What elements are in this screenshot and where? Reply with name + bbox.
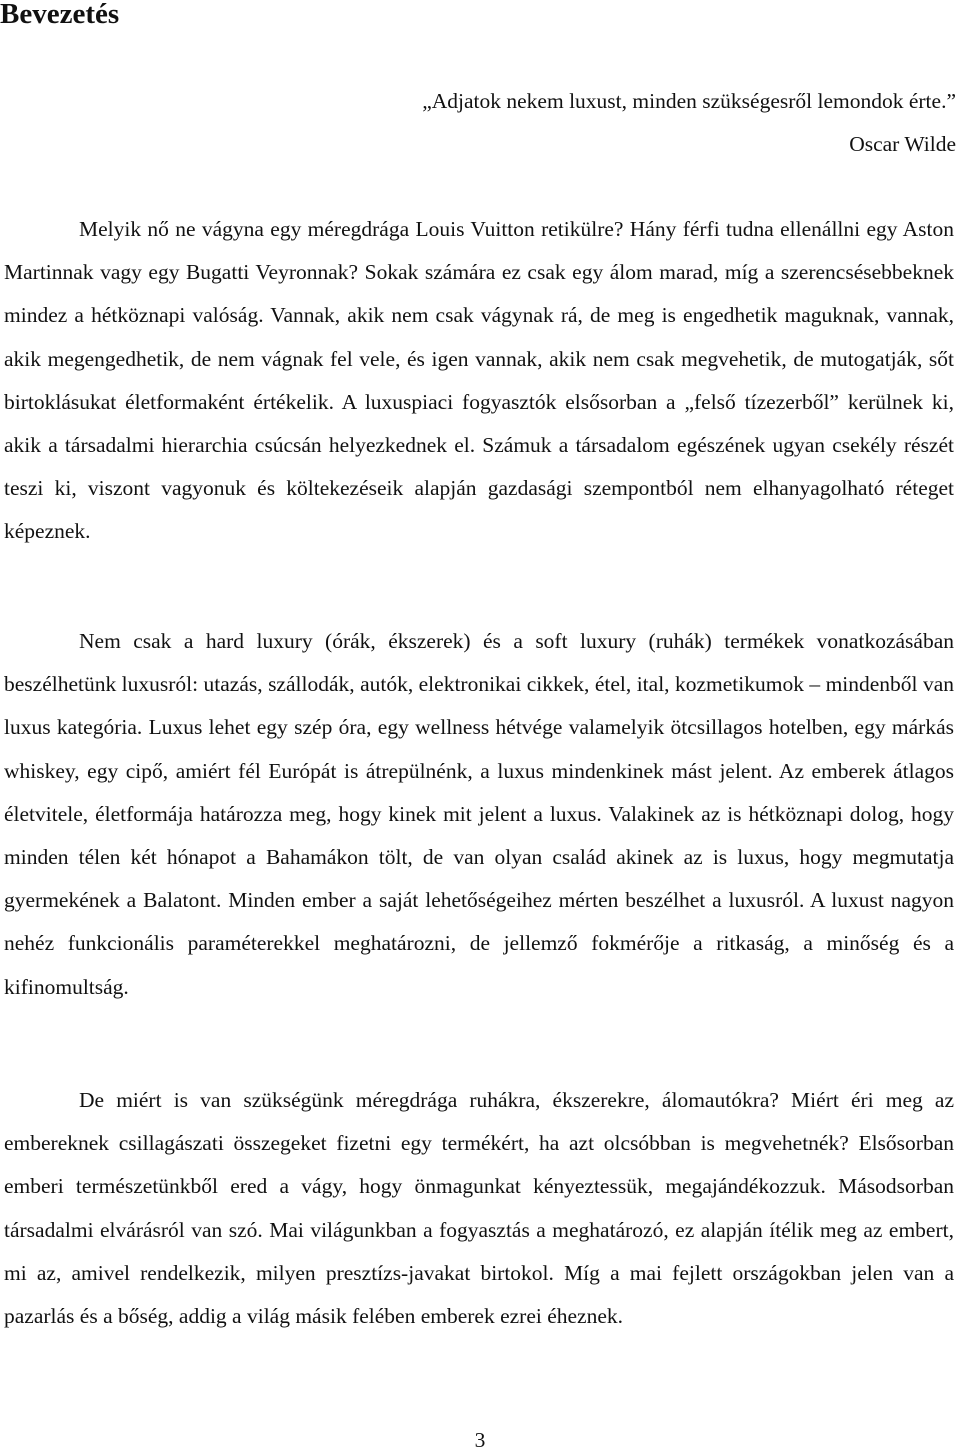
epigraph-author: Oscar Wilde — [849, 132, 956, 156]
page-title: Bevezetés — [0, 0, 120, 30]
page-number: 3 — [474, 1428, 486, 1452]
paragraph-3: De miért is van szükségünk méregdrága ruhákra, ékszerekre, álomautókra? Miért éri meg az embereknek csillagászati összegeket fizetni egy termékért, ha azt olcsóbban is megvehetnék? Elsősorban emberi természetünkből ered a vágy, hogy önmagunkat kényeztessük, megajándékozzuk. Másodsorban társadalmi elvárásról van szó. Mai világunkban a fogyasztás a meghatározó, ez alapján ítélik meg az embert, mi az, amivel rendelkezik, milyen presztízs-javakat birtokol. Míg a mai fejlett országokban jelen van a pazarlás és a bőség, addig a világ másik felében emberek ezrei éheznek. — [4, 1088, 954, 1329]
paragraph-1: Melyik nő ne vágyna egy méregdrága Louis Vuitton retikülre? Hány férfi tudna ellenállni egy Aston Martinnak vagy egy Bugatti Veyronnak? Sokak számára ez csak egy álom marad, míg a szerencsésebbeknek mindez a hétköznapi valóság. Vannak, akik nem csak vágynak rá, de meg is engedhetik maguknak, vannak, akik megengedhetik, de nem vágnak fel vele, és igen vannak, akik nem csak megvehetik, de mutogatják, sőt birtoklásukat életformaként értékelik. A luxuspiaci fogyasztók elsősorban a „felső tízezerből” kerülnek ki, akik a társadalmi hierarchia csúcsán helyezkednek el. Számuk a társadalom egészének ugyan csekély részét teszi ki, viszont vagyonuk és költekezéseik alapján gazdasági szempontból nem elhanyagolható réteget képeznek. — [4, 217, 954, 544]
epigraph — [422, 80, 956, 166]
paragraph-2: Nem csak a hard luxury (órák, ékszerek) és a soft luxury (ruhák) termékek vonatkozásában beszélhetünk luxusról: utazás, szállodák, autók, elektronikai cikkek, étel, ital, kozmetikumok – mindenből van luxus kategória. Luxus lehet egy szép óra, egy wellness hétvége valamelyik ötcsillagos hotelben, egy márkás whiskey, egy cipő, amiért fél Európát is átrepülnénk, a luxus mindenkinek mást jelent. Az emberek átlagos életvitele, életformája határozza meg, hogy kinek mit jelent a luxus. Valakinek az is hétköznapi dolog, hogy minden télen két hónapot a Bahamákon tölt, de van olyan család akinek az is luxus, hogy megmutatja gyermekének a Balatont. Minden ember a saját lehetőségeihez mérten beszélhet a luxusról. A luxust nagyon nehéz funkcionális paraméterekkel meghatározni, de jellemző fokmérője a ritkaság, a minőség és a kifinomultság. — [4, 629, 954, 999]
epigraph-quote: „Adjatok nekem luxust, minden szükségesről lemondok érte.” — [422, 89, 956, 113]
